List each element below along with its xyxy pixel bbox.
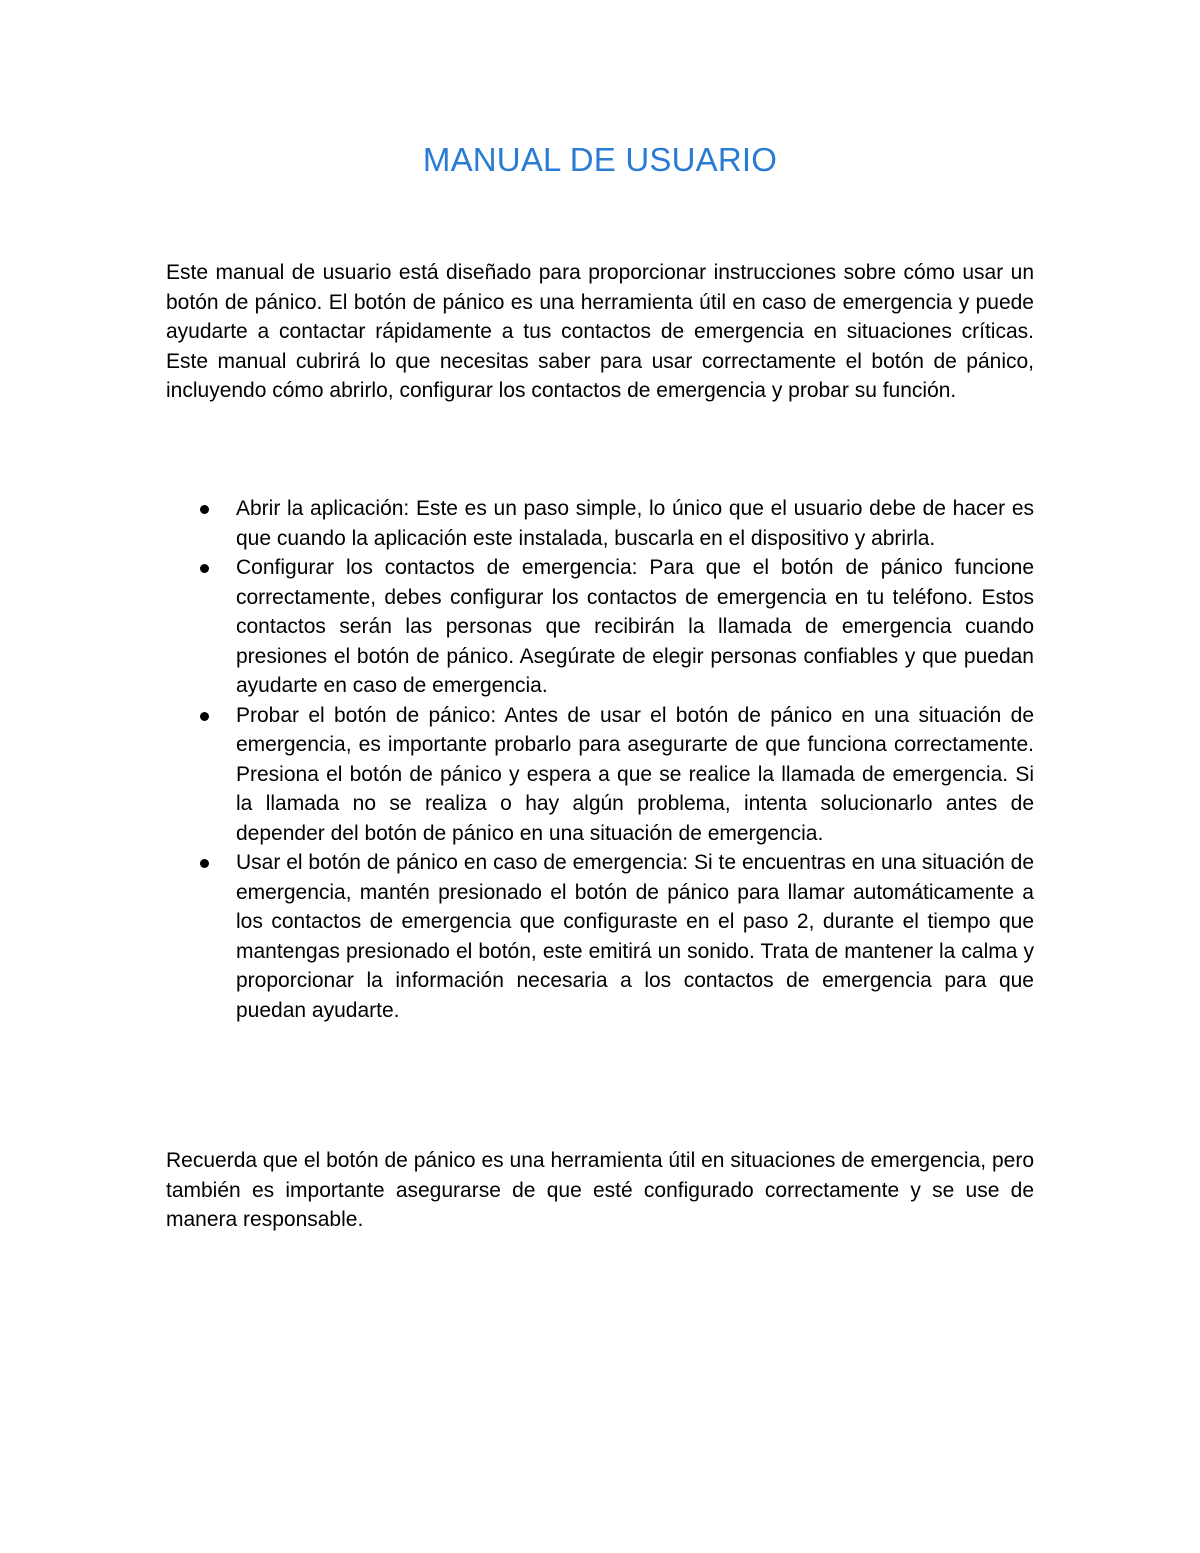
list-item: [236, 494, 1034, 553]
step-text: Usar el botón de pánico en caso de emergencia: Si te encuentras en una situación de emergencia, mantén presionado el botón de pánico para llamar automáticamente a los contactos de emergencia que configuraste en el paso 2, durante el tiempo que mantengas presionado el botón, este emitirá un sonido. Trata de mantener la calma y proporcionar la información necesaria a los contactos de emergencia para que puedan ayudarte.: [236, 851, 1034, 1022]
closing-paragraph: Recuerda que el botón de pánico es una herramienta útil en situaciones de emergencia, pero también es importante asegurarse de que esté configurado correctamente y se use de manera responsable.: [166, 1149, 1034, 1231]
bullet-icon: [200, 505, 209, 514]
step-text: Probar el botón de pánico: Antes de usar el botón de pánico en una situación de emergencia, es importante probarlo para asegurarte de que funciona correctamente. Presiona el botón de pánico y espera a que se realice la llamada de emergencia. Si la llamada no se realiza o hay algún problema, intenta solucionarlo antes de depender del botón de pánico en una situación de emergencia.: [236, 703, 1034, 845]
bullet-icon: [200, 712, 209, 721]
document-title: MANUAL DE USUARIO: [422, 141, 778, 178]
step-text: Abrir la aplicación: Este es un paso simple, lo único que el usuario debe de hacer es que cuando la aplicación este instalada, buscarla en el dispositivo y abrirla.: [236, 497, 1034, 550]
intro-paragraph: Este manual de usuario está diseñado para proporcionar instrucciones sobre cómo usar un botón de pánico. El botón de pánico es una herramienta útil en caso de emergencia y puede ayudarte a contactar rápidamente a tus contactos de emergencia en situaciones críticas. Este manual cubrirá lo que necesitas saber para usar correctamente el botón de pánico, incluyendo cómo abrirlo, configurar los contactos de emergencia y probar su función.: [166, 261, 1034, 402]
list-item: [236, 848, 1034, 1025]
list-item: [236, 553, 1034, 701]
bullet-icon: [200, 564, 209, 573]
bullet-icon: [200, 859, 209, 868]
list-item: [236, 701, 1034, 849]
steps-list: [236, 494, 1034, 1025]
step-text: Configurar los contactos de emergencia: Para que el botón de pánico funcione correctamente, debes configurar los contactos de emergencia en tu teléfono. Estos contactos serán las personas que recibirán la llamada de emergencia cuando presiones el botón de pánico. Asegúrate de elegir personas confiables y que puedan ayudarte en caso de emergencia.: [236, 556, 1034, 697]
